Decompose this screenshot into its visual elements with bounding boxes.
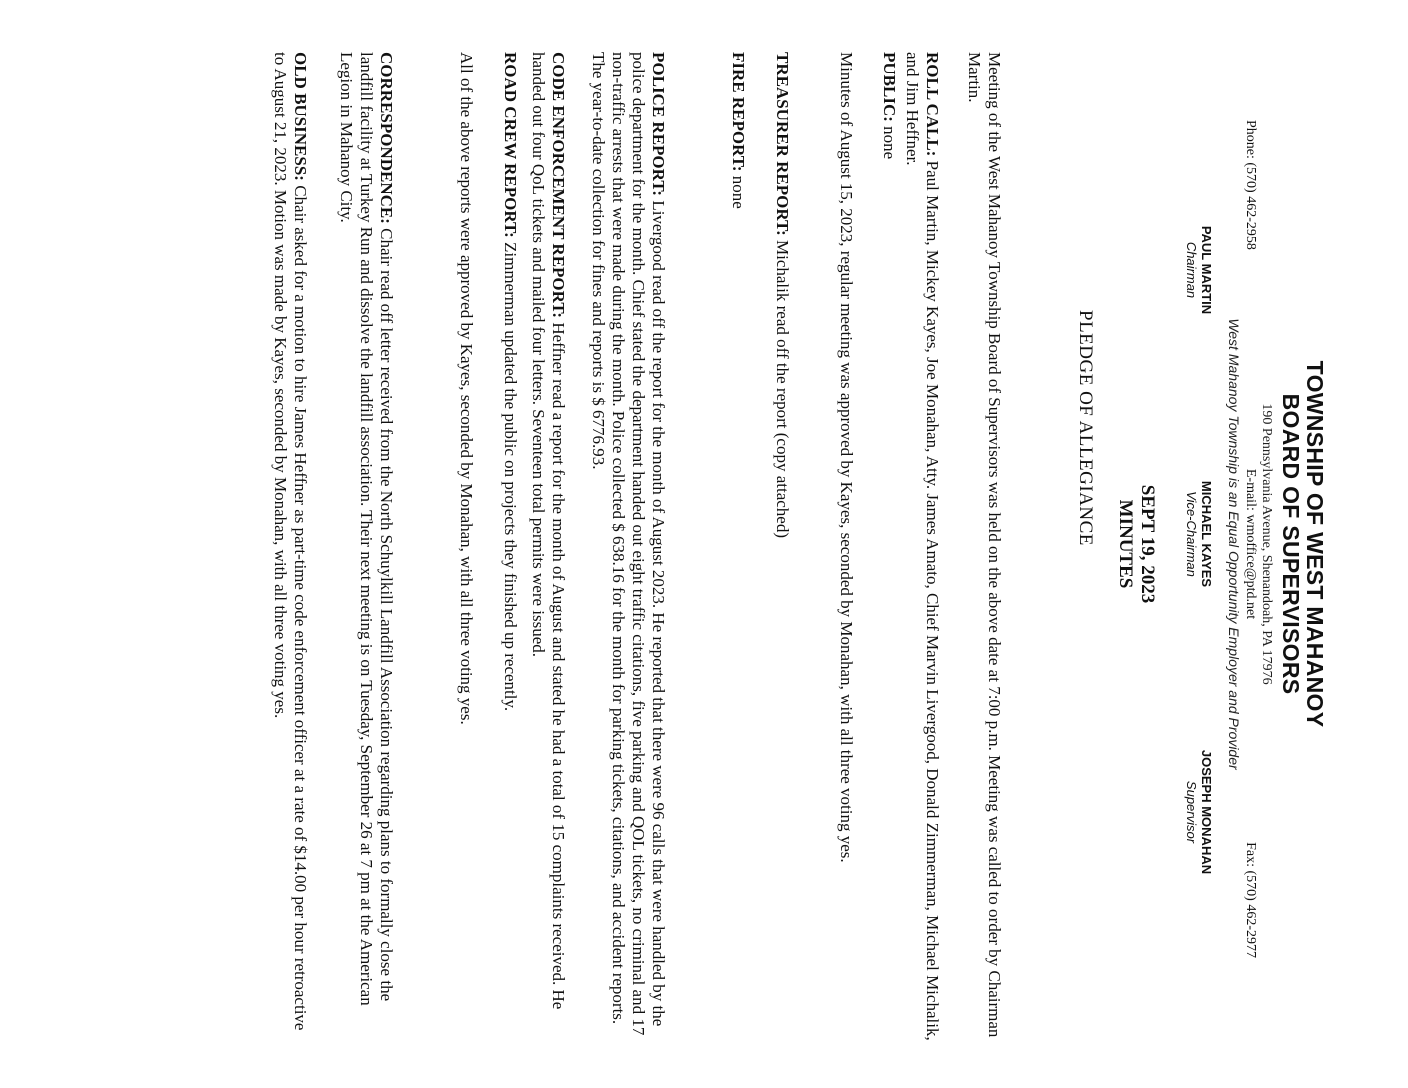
section-label: POLICE REPORT: <box>649 52 668 197</box>
section-label: CORRESPONDENCE: <box>377 52 396 224</box>
officer-role: Vice-Chairman <box>1184 491 1199 577</box>
section-label: FIRE REPORT: <box>729 52 748 172</box>
section-text: All of the above reports were approved by Kayes, seconded by Monahan, with all three voting yes. <box>457 52 476 725</box>
board-title: BOARD OF SUPERVISORS <box>1278 393 1304 695</box>
section-text: Meeting of the West Mahanoy Township Board of Supervisors was held on the above date at 7:00 p.m. Meeting was called to order by Chairman Martin. <box>965 52 1004 1038</box>
phone-number: Phone: (570) 462-2958 <box>1243 120 1258 250</box>
section-treasurer-report <box>772 52 792 1042</box>
section-label: PUBLIC: <box>880 52 899 122</box>
officer-role: Supervisor <box>1184 780 1199 844</box>
meeting-date: SEPT 19, 2023 <box>1137 484 1158 604</box>
section-text: Minutes of August 15, 2023, regular meeting was approved by Kayes, seconded by Monahan, with all three voting yes. <box>837 52 856 863</box>
section-text: Paul Martin, Mickey Kayes, Joe Monahan, Atty. James Amato, Chief Marvin Livergood, Donald Zimmerman, Michael Michalik, and Jim Heffner. <box>903 52 942 1041</box>
section-public <box>879 52 899 1042</box>
section-text: none <box>729 171 748 209</box>
section-text: none <box>880 121 899 160</box>
section-code-enforcement-report <box>528 52 568 1042</box>
section-road-crew-report <box>500 52 520 1042</box>
officer-role: Chairman <box>1184 241 1199 299</box>
section-fire-report <box>728 52 748 1042</box>
section-text: Chair read off letter received from the North Schuylkill Landfill Association regarding plans to formally close the landfill facility at Turkey Run and dissolve the landfill association. Their next meeting is on Tuesday, September 26 at 7 pm at the American Legion in Mahanoy City. <box>337 52 396 1006</box>
officer-vice-chairman <box>1184 424 1214 644</box>
fax-number: Fax: (570) 462-2977 <box>1243 842 1258 958</box>
section-text: Michalik read off the report (copy attached) <box>773 235 792 538</box>
officer-name: PAUL MARTIN <box>1199 225 1214 315</box>
officer-name: JOSEPH MONAHAN <box>1199 749 1214 875</box>
section-text: Zimmerman updated the public on projects they finished up recently. <box>501 237 520 712</box>
section-minutes-approval <box>836 52 856 1042</box>
section-reports-approval <box>456 52 476 1042</box>
township-address: 190 Pennsylvania Avenue, Shenandoah, PA 17976 <box>1259 403 1274 685</box>
section-label: CODE ENFORCEMENT REPORT: <box>549 52 568 319</box>
officer-chairman <box>1184 160 1214 380</box>
section-label: TREASURER REPORT: <box>773 52 792 236</box>
eeo-statement: West Mahanoy Township is an Equal Opportunity Employer and Provider <box>1226 318 1242 770</box>
township-title: TOWNSHIP OF WEST MAHANOY <box>1302 360 1328 728</box>
section-police-report <box>588 52 668 1042</box>
officer-supervisor <box>1184 702 1214 922</box>
section-text: Livergood read off the report for the month of August 2023. He reported that there were 96 calls that were handled by the police department for the month. Chief stated the department handed out eight traffic citations, five parking and QOL tickets, no criminal and 17 non-traffic arrests that were made during the month. Police collected $ 638.16 for the month for parking tickets, citations, and accident reports. The year-to-date collection for fines and reports is $ 6776.93. <box>589 52 668 1036</box>
section-call-to-order <box>964 52 1004 1042</box>
section-old-business <box>270 52 310 1042</box>
section-label: ROLL CALL: <box>923 52 942 157</box>
email-address: E-mail: wmoffice@ptd.net <box>1243 468 1258 620</box>
section-label: OLD BUSINESS: <box>291 52 310 181</box>
section-correspondence <box>336 52 396 1042</box>
section-label: ROAD CREW REPORT: <box>501 52 520 238</box>
section-text: Chair asked for a motion to hire James Heffner as part-time code enforcement officer at a rate of $14.00 per hour retroactive to August 21, 2023. Motion was made by Kayes, seconded by Monahan, with all three voting yes. <box>271 52 310 1031</box>
officer-name: MICHAEL KAYES <box>1199 480 1214 588</box>
pledge-of-allegiance: PLEDGE OF ALLEGIANCE <box>1075 310 1096 546</box>
section-text: Heffner read a report for the month of August and stated he had a total of 15 complaints received. He handed out four QoL tickets and mailed four letters. Seventeen total permits were issued. <box>529 52 568 1010</box>
section-roll-call <box>902 52 942 1042</box>
minutes-heading: MINUTES <box>1115 499 1136 589</box>
